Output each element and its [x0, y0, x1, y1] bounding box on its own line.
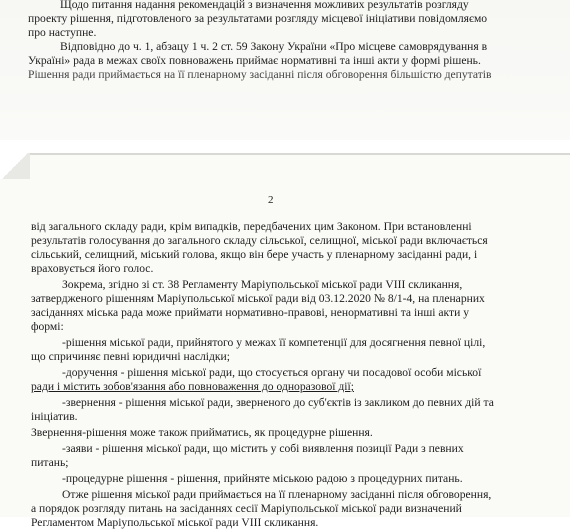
body-line-8: формі: [31, 320, 64, 333]
body-line-5: Зокрема, згідно зі ст. 38 Регламенту Маріупольської міської ради VIII скликання, [62, 278, 463, 291]
body-line-20: а порядок розгляду питань на засіданнях сесії Маріупольської міської ради визначений [31, 502, 462, 515]
body-line-14: ініціатив. [31, 410, 78, 423]
top-line-4: Відповідно до ч. 1, абзацу 1 ч. 2 ст. 59 Закону України «Про місцеве самоврядування в [60, 40, 488, 53]
body-line-11: -доручення - рішення міської ради, що стосується органу чи посадової особи міської [62, 366, 482, 379]
body-line-18: -процедурне рішення - рішення, прийняте міською радою з процедурних питань. [62, 472, 463, 485]
body-line-21: Регламентом Маріупольської міської ради VIII скликання. [31, 516, 319, 529]
body-line-2: результатів голосування до загального складу сільської, селищної, міської ради включається [31, 234, 488, 247]
body-line-3: сільський, селищний, міський голова, якщо він бере участь у пленарному засіданні ради, і [31, 248, 478, 261]
body-line-4: враховується його голос. [31, 262, 154, 275]
page-gap [0, 140, 570, 153]
body-line-15: Звернення-рішення може також прийматись, як процедурне рішення. [31, 426, 373, 439]
body-line-13: -звернення - рішення міської ради, зверненого до суб'єктів із закликом до певних дій та [62, 396, 494, 409]
page-corner-fold [0, 153, 30, 179]
body-line-17: питань; [31, 456, 69, 469]
document-page-bottom [0, 153, 570, 517]
page-edge [0, 153, 570, 155]
top-line-1: Щодо питання надання рекомендацій з визначення можливих результатів розгляду [60, 0, 469, 11]
page-number: 2 [268, 194, 274, 206]
body-line-1: від загального складу ради, крім випадків, передбачених цим Законом. При встановленні [31, 220, 472, 233]
body-line-19: Отже рішення міської ради приймається на її пленарному засіданні після обговорення, [62, 488, 492, 501]
body-line-9: -рішення міської ради, прийнятого у межах її компетенції для досягнення певної цілі, [62, 336, 486, 349]
top-line-3: про наступне. [28, 26, 97, 39]
body-line-7: засіданнях міська рада може приймати нормативно-правові, ненормативні та інші акти у [31, 306, 470, 319]
top-line-5: Україні» рада в межах своїх повноважень приймає нормативні та інші акти у формі рішень. [28, 54, 481, 67]
body-line-16: -заяви - рішення міської ради, що містить у собі виявлення позиції Ради з певних [62, 442, 464, 455]
top-line-6: Рішення ради приймається на її пленарному засіданні після обговорення більшістю депутатів [28, 68, 492, 81]
top-line-2: проекту рішення, підготовленого за результатами розгляду місцевої ініціативи повідомляємо [28, 12, 488, 25]
body-line-10: що спричиняє певні юридичні наслідки; [31, 350, 230, 363]
body-line-6: затвердженого рішенням Маріупольської міської ради від 03.12.2020 № 8/1-4, на пленарних [31, 292, 485, 305]
body-line-12: ради і містить зобов'язання або повноваження до одноразової дії; [31, 380, 354, 393]
